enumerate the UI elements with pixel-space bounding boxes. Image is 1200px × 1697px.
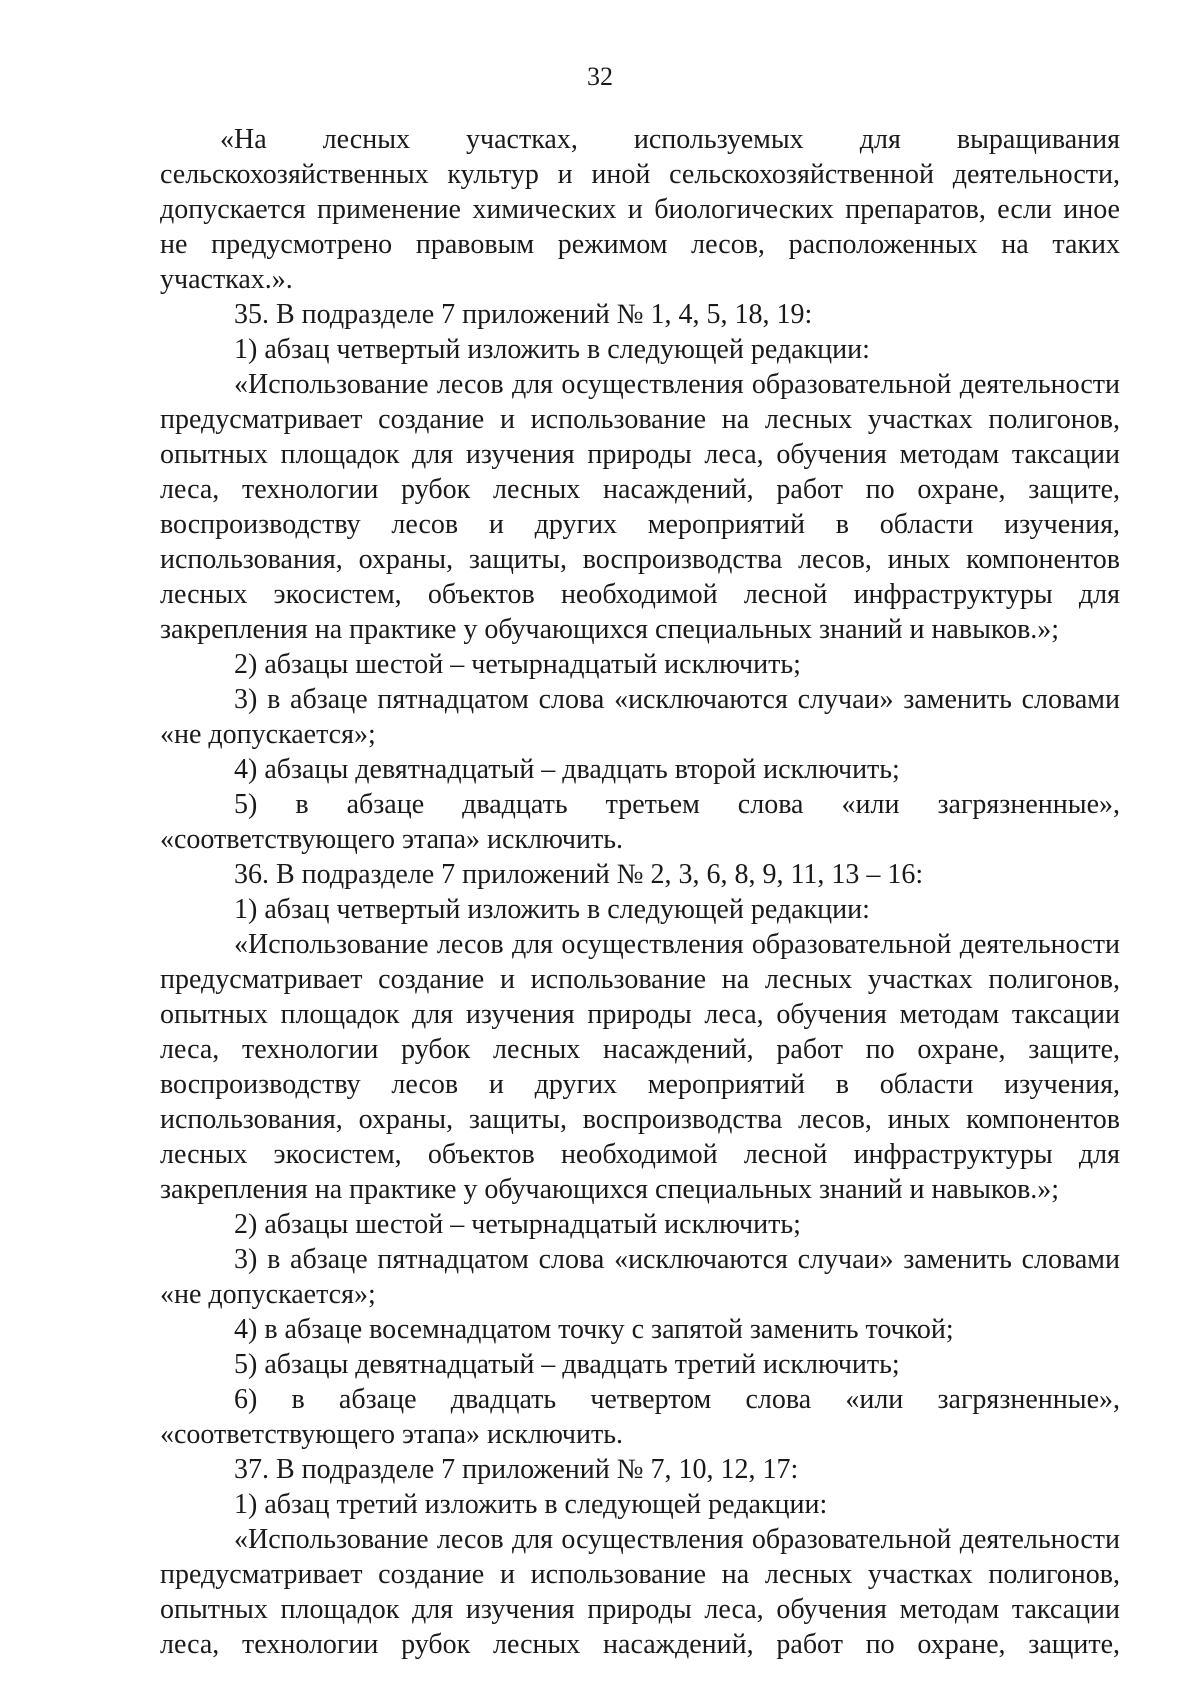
paragraph-item-36-sub-4: 4) в абзаце восемнадцатом точку с запятой заменить точкой; (234, 1314, 954, 1345)
paragraph-item-36-sub-3: 3) в абзаце пятнадцатом слова «исключаются случаи» заменить словами «не допускается»; (160, 1244, 1120, 1310)
paragraph-item-37-sub-1: 1) абзац третий изложить в следующей редакции: (234, 1489, 828, 1520)
paragraph-item-37-quote: «Использование лесов для осуществления образовательной деятельности предусматривает создание и использование на лесных участках полигонов, опытных площадок для изучения природы леса, обучения методам таксации леса, технологии рубок лесных насаждений, работ по охране, защите, (160, 1524, 1120, 1660)
paragraph-item-35-sub-2: 2) абзацы шестой – четырнадцатый исключить; (234, 649, 801, 680)
document-body (160, 122, 1120, 1662)
paragraph-item-35-sub-4: 4) абзацы девятнадцатый – двадцать второй исключить; (234, 754, 900, 785)
paragraph-item-36-heading: 36. В подразделе 7 приложений № 2, 3, 6, 8, 9, 11, 13 – 16: (234, 859, 924, 890)
paragraph-continuation-quote: «На лесных участках, используемых для выращивания сельскохозяйственных культур и иной сельскохозяйственной деятельности, допускается применение химических и биологических препаратов, если иное не предусмотрено правовым режимом лесов, расположенных на таких участках.». (160, 124, 1120, 295)
paragraph-item-36-sub-1: 1) абзац четвертый изложить в следующей редакции: (234, 894, 870, 925)
paragraph-item-35-sub-1: 1) абзац четвертый изложить в следующей редакции: (234, 334, 870, 365)
paragraph-item-35-heading: 35. В подразделе 7 приложений № 1, 4, 5, 18, 19: (234, 299, 813, 330)
page-number: 32 (587, 62, 613, 91)
paragraph-item-36-sub-2: 2) абзацы шестой – четырнадцатый исключить; (234, 1209, 801, 1240)
paragraph-item-35-quote: «Использование лесов для осуществления образовательной деятельности предусматривает создание и использование на лесных участках полигонов, опытных площадок для изучения природы леса, обучения методам таксации леса, технологии рубок лесных насаждений, работ по охране, защите, воспроизводству лесов и других мероприятий в области изучения, использования, охраны, защиты, воспроизводства лесов, иных компонентов лесных экосистем, объектов необходимой лесной инфраструктуры для закрепления на практике у обучающихся специальных знаний и навыков.»; (160, 369, 1120, 645)
paragraph-item-36-quote: «Использование лесов для осуществления образовательной деятельности предусматривает создание и использование на лесных участках полигонов, опытных площадок для изучения природы леса, обучения методам таксации леса, технологии рубок лесных насаждений, работ по охране, защите, воспроизводству лесов и других мероприятий в области изучения, использования, охраны, защиты, воспроизводства лесов, иных компонентов лесных экосистем, объектов необходимой лесной инфраструктуры для закрепления на практике у обучающихся специальных знаний и навыков.»; (160, 929, 1120, 1205)
paragraph-item-36-sub-6: 6) в абзаце двадцать четвертом слова «или загрязненные», «соответствующего этапа» исключить. (160, 1384, 1120, 1450)
paragraph-item-36-sub-5: 5) абзацы девятнадцатый – двадцать третий исключить; (234, 1349, 900, 1380)
paragraph-item-35-sub-5: 5) в абзаце двадцать третьем слова «или загрязненные», «соответствующего этапа» исключить. (160, 789, 1120, 855)
paragraph-item-37-heading: 37. В подразделе 7 приложений № 7, 10, 12, 17: (234, 1454, 799, 1485)
paragraph-item-35-sub-3: 3) в абзаце пятнадцатом слова «исключаются случаи» заменить словами «не допускается»; (160, 684, 1120, 750)
